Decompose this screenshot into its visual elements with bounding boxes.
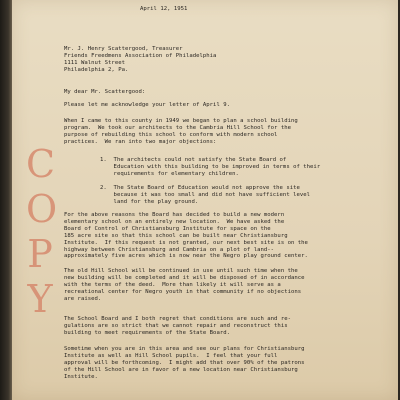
salutation: My dear Mr. Scattergood:	[64, 89, 146, 95]
text-line: highway between Christiansburg and Cambria on a plot of land--	[64, 246, 275, 253]
text-line: The old Hill School will be continued in use until such time when the	[64, 268, 298, 274]
text-line: For the above reasons the Board has decided to build a new modern	[64, 212, 285, 218]
text-line: requirements for elementary children.	[100, 170, 239, 177]
objection-item-2	[100, 185, 310, 206]
text-line: Education with this building to be improved in terms of their	[100, 163, 321, 170]
address-line: Friends Freedmens Association of Philadelphia	[64, 52, 217, 59]
text-line: building to meet requirements of the State Board.	[64, 329, 230, 336]
text-line: Board of Control of Christiansburg Institute for space on the	[64, 225, 271, 232]
text-line: Sometime when you are in this area and see our plans for Christiansburg	[64, 346, 305, 352]
text-line: Institute. If this request is not granted, our next best site is on the	[64, 239, 308, 246]
paragraph-closing	[64, 346, 305, 381]
text-line: are raised.	[64, 295, 102, 302]
stamp-letter: O	[26, 187, 58, 231]
address-line: Mr. J. Henry Scattergood, Treasurer	[64, 46, 183, 52]
text-line: The School Board and I both regret that conditions are such and re-	[64, 316, 291, 322]
text-line: When I came to this county in 1949 we began to plan a school building	[64, 118, 298, 124]
paragraph-building-program	[64, 118, 298, 146]
text-line: 2. The State Board of Education would not approve the site	[100, 185, 300, 191]
text-line: recreational center for Negro youth in that community if no objections	[64, 288, 302, 295]
address-line: Philadelphia 2, Pa.	[64, 66, 129, 73]
text-line: approximately five acres which is now near the Negro play ground center.	[64, 253, 308, 260]
text-line: 1. The architects could not satisfy the State Board of	[100, 157, 287, 163]
letter-page	[12, 0, 398, 400]
paragraph-acknowledgement: Please let me acknowledge your letter of April 9.	[64, 102, 230, 108]
text-line: of the Hill School are in favor of a new location near Christiansburg	[64, 366, 298, 373]
paragraph-new-location	[64, 212, 308, 260]
text-line: Institute.	[64, 373, 98, 380]
text-line: gulations are so strict that we cannot repair and reconstruct this	[64, 322, 288, 329]
text-line: approval will be forthcoming. I might add that over 90% of the patrons	[64, 359, 305, 366]
stamp-letter: Y	[27, 277, 53, 321]
text-line: Institute as well as Hill School pupils. I feel that your full	[64, 352, 278, 359]
letter-date: April 12, 1951	[140, 6, 188, 12]
text-line: elementary school on an entirely new location. We have asked the	[64, 218, 285, 225]
scanner-edge	[0, 0, 12, 400]
copy-stamp	[26, 142, 58, 322]
recipient-address	[64, 46, 216, 74]
paragraph-old-school	[64, 268, 305, 303]
text-line: practices. We ran into two major objections:	[64, 138, 217, 145]
text-line: with the terms of the deed. More than likely it will serve as a	[64, 281, 281, 288]
text-line: because it was too small and did not have sufficient level	[100, 191, 311, 198]
text-line: purpose of rebuilding this school to conform with modern school	[64, 131, 278, 138]
text-line: program. We took our architects to the Cambria Hill School for the	[64, 124, 291, 131]
text-line: new building will be completed and it will be disposed of in accordance	[64, 274, 305, 281]
text-line: land for the play ground.	[100, 198, 199, 205]
text-line: 185 acre site so that this school can be built near Christiansburg	[64, 232, 288, 239]
stamp-letter: P	[27, 232, 53, 276]
paragraph-regret	[64, 316, 291, 337]
address-line: 1111 Walnut Street	[64, 59, 125, 66]
objection-item-1	[100, 157, 320, 178]
stamp-letter: C	[26, 142, 56, 186]
